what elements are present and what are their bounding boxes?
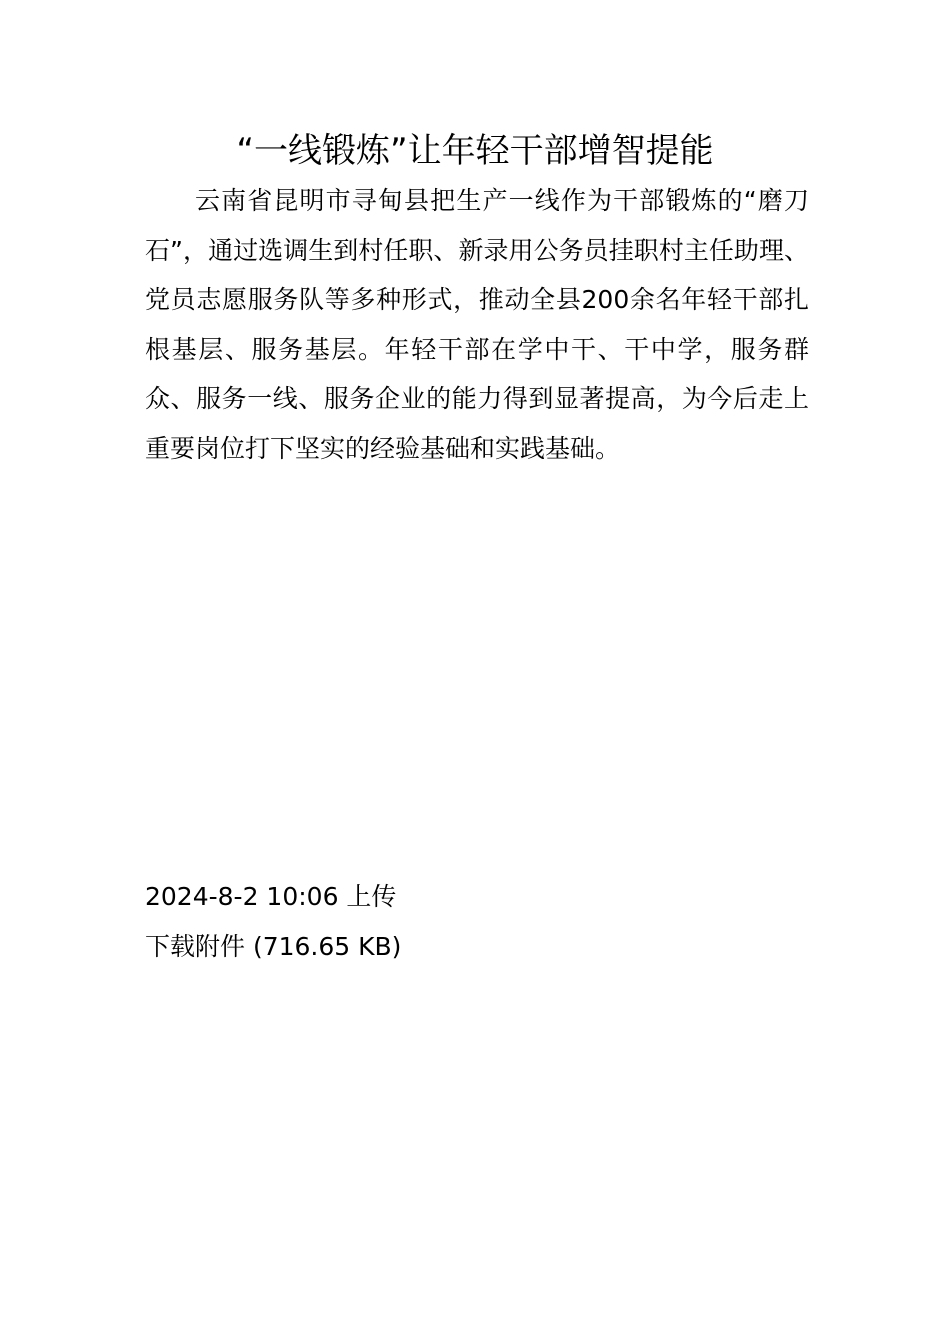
- upload-timestamp: 2024-8-2 10:06 上传: [145, 882, 397, 911]
- article-body: 云南省昆明市寻甸县把生产一线作为干部锻炼的“磨刀石”，通过选调生到村任职、新录用公务员挂职村主任助理、党员志愿服务队等多种形式，推动全县200余名年轻干部扎根基层、服务基层。年轻干部在学中干、干中学，服务群众、服务一线、服务企业的能力得到显著提高，为今后走上重要岗位打下坚实的经验基础和实践基础。: [145, 186, 809, 463]
- article-title: “一线锻炼”让年轻干部增智提能: [236, 131, 714, 171]
- download-attachment-link[interactable]: 下载附件 (716.65 KB): [145, 932, 402, 961]
